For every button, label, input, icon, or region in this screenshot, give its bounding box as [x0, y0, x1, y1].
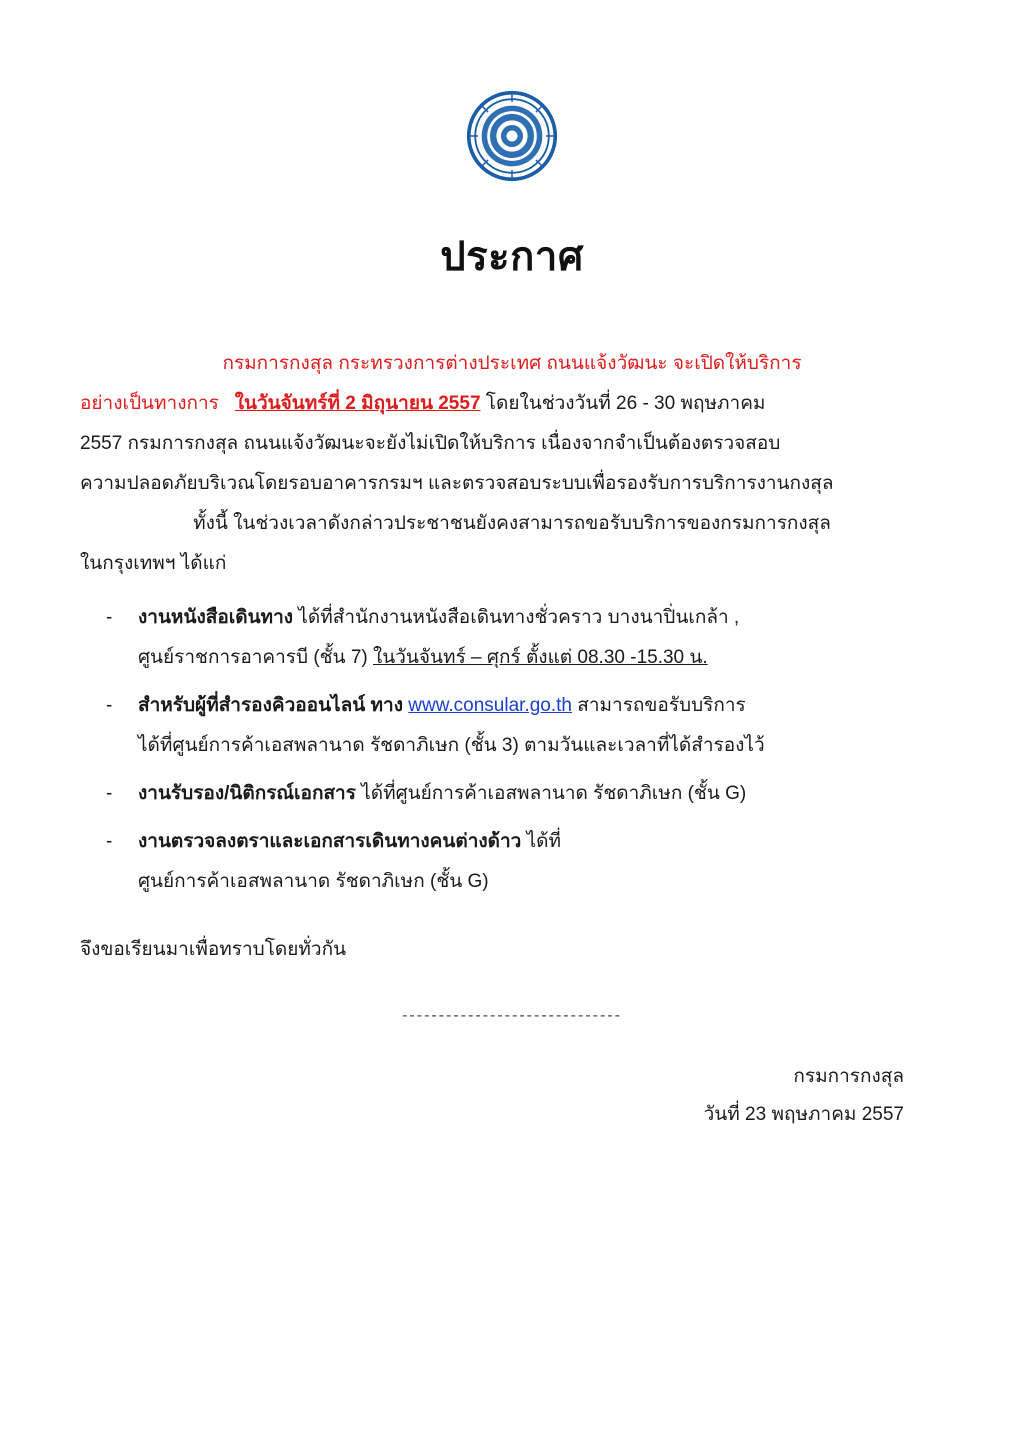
paragraph-1-line-4: ความปลอดภัยบริเวณโดยรอบอาคารกรมฯ และตรวจสอบระบบเพื่อรองรับการบริการงานกงสุล [80, 473, 834, 494]
paragraph-1-line-1 [80, 344, 944, 384]
closure-period-text: โดยในช่วงวันที่ 26 - 30 พฤษภาคม [485, 393, 766, 414]
paragraph-1-line-3: 2557 กรมการกงสุล ถนนแจ้งวัฒนะจะยังไม่เปิดให้บริการ เนื่องจากจำเป็นต้องตรวจสอบ [80, 433, 781, 454]
official-opening-text: อย่างเป็นทางการ [80, 393, 219, 414]
bullet-dash-icon: - [106, 783, 113, 804]
paragraph-1-line-6: ในกรุงเทพฯ ได้แก่ [80, 553, 227, 574]
signature-block [80, 1058, 944, 1134]
garuda-seal-emblem [466, 90, 558, 182]
item-0-line-2 [138, 638, 944, 678]
item-0-hours-underline: ในวันจันทร์ – ศุกร์ ตั้งแต่ 08.30 -15.30 น. [373, 647, 708, 668]
item-0-rest: ได้ที่สำนักงานหนังสือเดินทางชั่วคราว บางนาปิ่นเกล้า , [293, 607, 740, 628]
list-item [80, 686, 944, 766]
intro-text-red: กรมการกงสุล กระทรวงการต่างประเทศ ถนนแจ้งวัฒนะ จะเปิดให้บริการ [222, 353, 802, 374]
paragraph-1-line-5: ทั้งนี้ ในช่วงเวลาดังกล่าวประชาชนยังคงสามารถขอรับบริการของกรมการกงสุล [193, 513, 831, 534]
item-3-lead: งานตรวจลงตราและเอกสารเดินทางคนต่างด้าว [138, 831, 522, 852]
item-1-line-2: ได้ที่ศูนย์การค้าเอสพลานาด รัชดาภิเษก (ชั้น 3) ตามวันและเวลาที่ได้สำรองไว้ [138, 735, 765, 756]
item-2-rest: ได้ที่ศูนย์การค้าเอสพลานาด รัชดาภิเษก (ชั้น G) [355, 783, 747, 804]
opening-date-highlight: ในวันจันทร์ที่ 2 มิถุนายน 2557 [234, 393, 481, 414]
signature-organization: กรมการกงสุล [793, 1066, 904, 1087]
signature-date: วันที่ 23 พฤษภาคม 2557 [703, 1104, 904, 1125]
bullet-dash-icon: - [106, 695, 113, 716]
signature-divider: ------------------------------ [402, 1007, 622, 1024]
closing-statement: จึงขอเรียนมาเพื่อทราบโดยทั่วกัน [80, 939, 347, 960]
paragraph-1-line-2 [80, 384, 944, 424]
bullet-dash-icon: - [106, 831, 113, 852]
service-list [80, 598, 944, 902]
list-item [80, 774, 944, 814]
emblem-container [80, 90, 944, 182]
item-1-rest: สามารถขอรับบริการ [571, 695, 746, 716]
item-3-rest: ได้ที่ [521, 831, 562, 852]
bullet-dash-icon: - [106, 607, 113, 628]
item-1-lead: สำหรับผู้ที่สำรองคิวออนไลน์ ทาง [138, 695, 403, 716]
item-0-line2-pre: ศูนย์ราชการอาคารบี (ชั้น 7) [138, 647, 373, 668]
item-2-lead: งานรับรอง/นิติกรณ์เอกสาร [138, 783, 356, 804]
announcement-body [80, 344, 944, 1134]
consular-website-link[interactable]: www.consular.go.th [408, 695, 572, 716]
paragraph-1 [80, 344, 944, 584]
list-item [80, 822, 944, 902]
item-3-line-2: ศูนย์การค้าเอสพลานาด รัชดาภิเษก (ชั้น G) [138, 871, 489, 892]
item-0-lead: งานหนังสือเดินทาง [138, 607, 294, 628]
list-item [80, 598, 944, 678]
page-title: ประกาศ [440, 235, 584, 279]
